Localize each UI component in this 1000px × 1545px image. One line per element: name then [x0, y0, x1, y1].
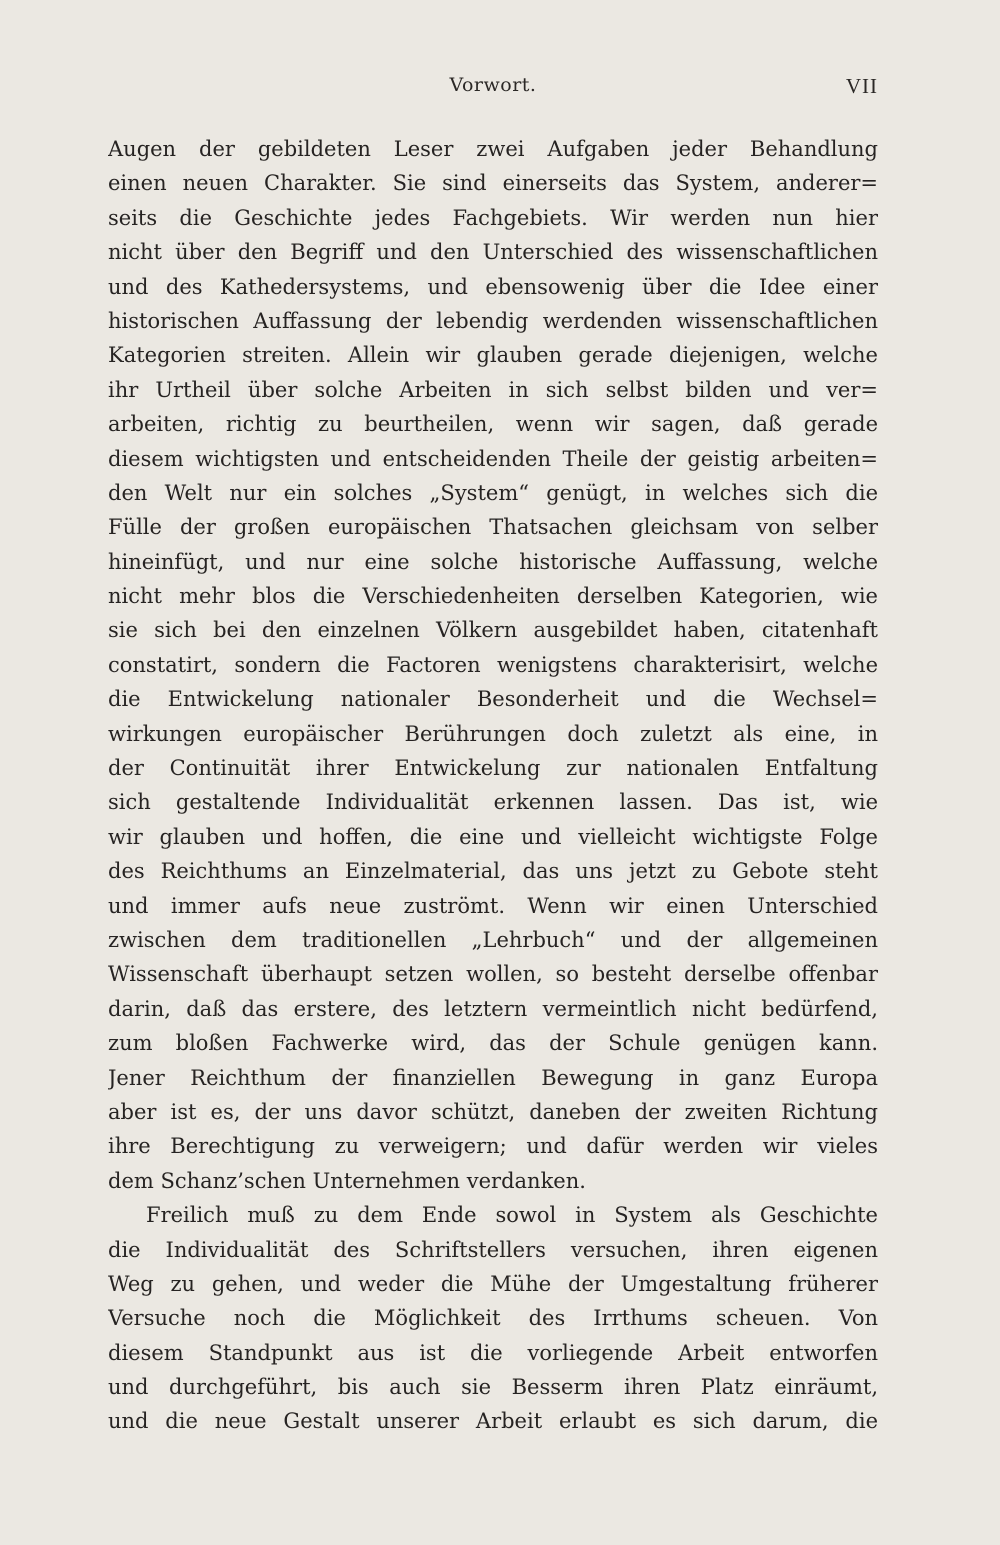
text-line: zum bloßen Fachwerke wird, das der Schule genügen kann.: [108, 1031, 878, 1056]
text-line: hineinfügt, und nur eine solche historische Auffassung, welche: [108, 549, 878, 574]
text-line: und immer aufs neue zuströmt. Wenn wir einen Unterschied: [108, 893, 878, 918]
text-line: Fülle der großen europäischen Thatsachen gleichsam von selber: [108, 515, 878, 540]
text-line: ihre Berechtigung zu verweigern; und dafür werden wir vieles: [108, 1134, 878, 1159]
text-line: der Continuität ihrer Entwickelung zur nationalen Entfaltung: [108, 756, 878, 781]
text-line: wir glauben und hoffen, die eine und vielleicht wichtigste Folge: [108, 824, 878, 849]
text-line: Augen der gebildeten Leser zwei Aufgaben jeder Behandlung: [108, 137, 878, 161]
text-line: historischen Auffassung der lebendig werdenden wissenschaftlichen: [108, 308, 878, 333]
text-line: Weg zu gehen, und weder die Mühe der Umgestaltung früherer: [108, 1271, 878, 1296]
text-line: diesem Standpunkt aus ist die vorliegende Arbeit entworfen: [108, 1340, 878, 1365]
page-header: [108, 74, 878, 104]
text-line: Kategorien streiten. Allein wir glauben gerade diejenigen, welche: [108, 343, 878, 368]
text-line: sie sich bei den einzelnen Völkern ausgebildet haben, citatenhaft: [108, 618, 878, 643]
text-line: den Welt nur ein solches „System“ genügt, in welches sich die: [108, 480, 878, 505]
text-line: des Reichthums an Einzelmaterial, das uns jetzt zu Gebote steht: [108, 859, 878, 884]
text-line: die Entwickelung nationaler Besonderheit und die Wechsel=: [108, 687, 878, 712]
text-line: constatirt, sondern die Factoren wenigstens charakterisirt, welche: [108, 652, 878, 677]
text-line: Versuche noch die Möglichkeit des Irrthums scheuen. Von: [108, 1306, 878, 1331]
text-line: Wissenschaft überhaupt setzen wollen, so besteht derselbe offenbar: [108, 962, 878, 987]
text-line: arbeiten, richtig zu beurtheilen, wenn wir sagen, daß gerade: [108, 412, 878, 437]
text-line: ihr Urtheil über solche Arbeiten in sich selbst bilden und ver=: [108, 377, 878, 402]
text-line: dem Schanz’schen Unternehmen verdanken.: [108, 1168, 586, 1193]
body-text: [108, 132, 878, 1439]
text-line: diesem wichtigsten und entscheidenden Theile der geistig arbeiten=: [108, 446, 878, 471]
text-line: darin, daß das erstere, des letztern vermeintlich nicht bedürfend,: [108, 996, 878, 1021]
text-line: seits die Geschichte jedes Fachgebiets. Wir werden nun hier: [108, 205, 878, 230]
text-line: Freilich muß zu dem Ende sowol in System als Geschichte: [146, 1203, 878, 1228]
text-line: nicht mehr blos die Verschiedenheiten derselben Kategorien, wie: [108, 584, 878, 609]
text-line: und die neue Gestalt unserer Arbeit erlaubt es sich darum, die: [108, 1409, 878, 1434]
text-line: die Individualität des Schriftstellers versuchen, ihren eigenen: [108, 1237, 878, 1262]
text-line: nicht über den Begriff und den Unterschied des wissenschaftlichen: [108, 240, 878, 265]
text-line: aber ist es, der uns davor schützt, daneben der zweiten Richtung: [108, 1099, 878, 1124]
page-number: VII: [845, 74, 878, 98]
text-line: zwischen dem traditionellen „Lehrbuch“ und der allgemeinen: [108, 927, 878, 952]
running-head: Vorwort.: [449, 74, 537, 96]
text-line: sich gestaltende Individualität erkennen lassen. Das ist, wie: [108, 790, 878, 815]
text-line: einen neuen Charakter. Sie sind einerseits das System, anderer=: [108, 171, 878, 196]
text-line: Jener Reichthum der finanziellen Bewegung in ganz Europa: [108, 1065, 878, 1090]
text-line: und durchgeführt, bis auch sie Besserm ihren Platz einräumt,: [108, 1375, 878, 1400]
text-line: und des Kathedersystems, und ebensowenig über die Idee einer: [108, 274, 878, 299]
text-line: wirkungen europäischer Berührungen doch zuletzt als eine, in: [108, 721, 878, 746]
